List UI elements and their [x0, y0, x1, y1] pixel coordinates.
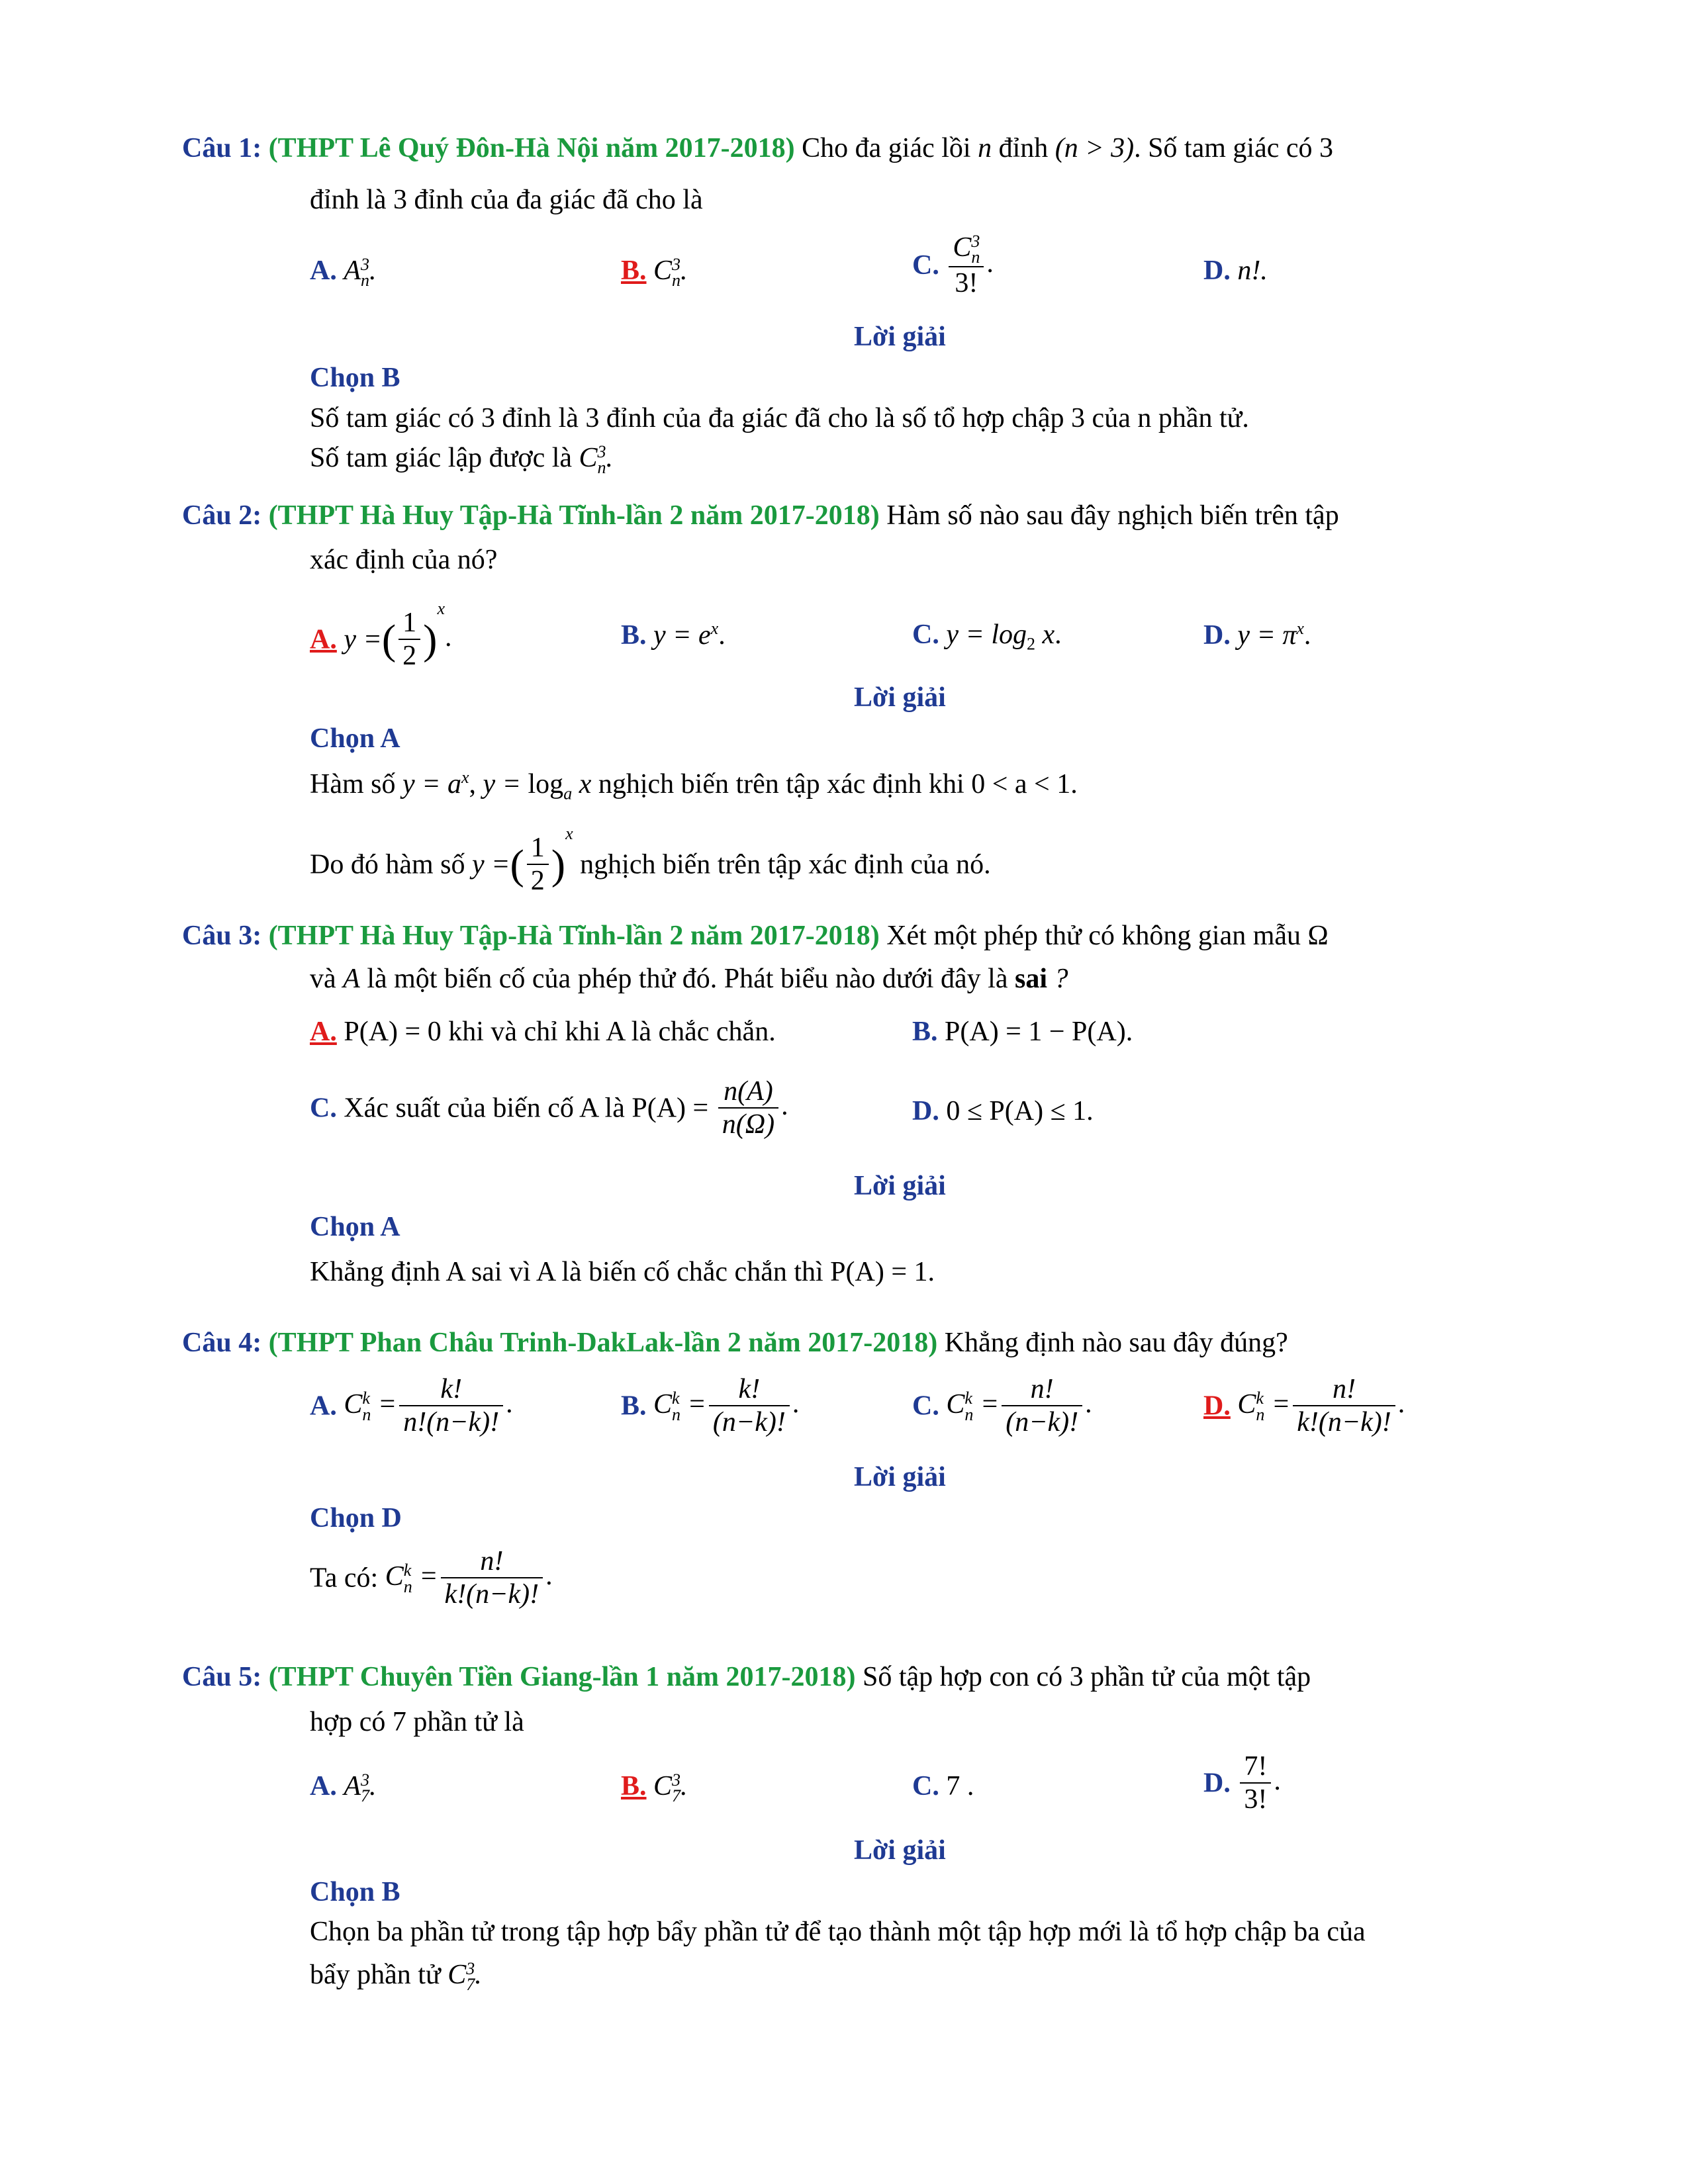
q3-option-d[interactable] [912, 1095, 1094, 1127]
q4-label: Câu 4: [182, 1328, 262, 1358]
q2-opt-d-text: y = π [1237, 620, 1297, 651]
q2-opt-d-label: D. [1203, 620, 1231, 651]
q4-option-c[interactable]: C. C k n = $\frac{n!}{(n-k)!}$ . [912, 1374, 1092, 1438]
q2-header [182, 500, 1339, 531]
q2-line2: xác định của nó? [310, 545, 498, 575]
q2-sol1: Hàm số $y = a^x$, $y = \log_a x$ nghịch biến trên tập xác định khi 0 < a < 1. [310, 768, 1078, 803]
q3-option-b[interactable] [912, 1016, 1133, 1048]
q4-option-b[interactable]: B. C k n = $\frac{k!}{(n-k)!}$ . [621, 1374, 800, 1438]
q1-option-a[interactable] [310, 255, 377, 289]
q2-opt-a-label: A. [310, 624, 337, 655]
q2-opt-b-text: y = e [653, 620, 711, 651]
q4-text1: Khẳng định nào sau đây đúng? [937, 1328, 1288, 1358]
q3-option-a[interactable] [310, 1016, 776, 1048]
q3-opt-b-label: B. [912, 1017, 938, 1047]
q2-option-a[interactable]: A. y =( $\frac{1}{2}$ )$^x$. [310, 599, 452, 672]
q1-header [182, 132, 1333, 164]
q5-header [182, 1661, 1311, 1693]
q4-option-d[interactable]: D. C k n = $\frac{n!}{k!(n-k)!}$ . [1203, 1374, 1405, 1438]
q2-opt-c-label: C. [912, 619, 939, 650]
q2-sol2-b: nghịch biến trên tập xác định của nó. [573, 849, 991, 880]
q1-opt-a-label: A. [310, 255, 337, 286]
q2-option-d[interactable]: D. $y = \pi^x$. [1203, 619, 1311, 651]
q3-text1: Xét một phép thử có không gian mẫu Ω [879, 921, 1329, 951]
q3-opt-b-text: P(A) = 1 − P(A). [937, 1017, 1133, 1047]
q1-opt-d-text: n!. [1237, 255, 1268, 286]
q2-source: (THPT Hà Huy Tập-Hà Tĩnh-lần 2 năm 2017-2018) [268, 500, 880, 531]
q2-sol1-b: nghịch biến trên tập xác định khi 0 < a < 1. [591, 769, 1078, 799]
q4-opt-a-label: A. [310, 1390, 337, 1422]
q1-option-b[interactable] [621, 255, 688, 289]
q2-loi-giai: Lời giải [854, 682, 946, 713]
q1-text3: . Số tam giác có 3 [1134, 133, 1334, 163]
q4-opt-b-label: B. [621, 1390, 647, 1422]
q2-sol1-a: Hàm số [310, 769, 402, 799]
q5-opt-d-label: D. [1203, 1768, 1231, 1799]
q2-sol2: Do đó hàm số y =( $\frac{1}{2}$ )$^x$ nghịch biến trên tập xác định của nó. [310, 824, 991, 897]
q3-opt-d-label: D. [912, 1096, 939, 1126]
q3-opt-c-text: Xác suất của biến cố A là P(A) = [336, 1093, 709, 1124]
q4-opt-c-label: C. [912, 1390, 939, 1422]
q1-loi-giai: Lời giải [854, 322, 946, 352]
q1-sol1: Số tam giác có 3 đỉnh là 3 đỉnh của đa giác đã cho là số tổ hợp chập 3 của n phần tử. [310, 403, 1249, 433]
q1-sol2-text: Số tam giác lập được là [310, 443, 573, 473]
q5-option-b[interactable]: B. C 3 7 . [621, 1770, 688, 1806]
q2-option-b[interactable]: B. $y = e^x$. [621, 619, 726, 651]
q1-cond: (n > 3) [1055, 133, 1135, 163]
q4-loi-giai: Lời giải [854, 1462, 946, 1492]
q5-sol1: Chọn ba phần tử trong tập hợp bẩy phần tử để tạo thành một tập hợp mới là tổ hợp chập ba của [310, 1917, 1366, 1947]
q5-option-a[interactable]: A. A 3 7 . [310, 1770, 377, 1806]
q3-label: Câu 3: [182, 921, 262, 951]
q1-option-d[interactable] [1203, 255, 1268, 287]
q3-option-c[interactable]: C. Xác suất của biến cố A là P(A) = $\frac{n(A)}{n(\Omega)}$ . [310, 1076, 788, 1140]
q1-n: n [978, 133, 992, 163]
q2-opt-c-text: y = log [946, 619, 1027, 650]
q2-opt-a-math: y = [344, 624, 382, 655]
q5-sol2: bẩy phần tử C 3 7 . [310, 1958, 482, 1995]
q1-source: (THPT Lê Quý Đôn-Hà Nội năm 2017-2018) [268, 133, 795, 163]
q3-chon: Chọn A [310, 1212, 400, 1242]
q4-opt-d-label: D. [1203, 1390, 1231, 1422]
q3-line2: và A là một biến cố của phép thử đó. Phát biểu nào dưới đây là sai ? [310, 964, 1068, 994]
q5-option-c[interactable] [912, 1770, 974, 1802]
q3-opt-a-label: A. [310, 1017, 337, 1047]
q3-source: (THPT Hà Huy Tập-Hà Tĩnh-lần 2 năm 2017-2018) [268, 921, 880, 951]
q1-sol2 [310, 442, 613, 477]
q1-line2: đỉnh là 3 đỉnh của đa giác đã cho là [310, 185, 703, 215]
q2-opt-b-label: B. [621, 620, 647, 651]
q4-sol1: Ta có: C k n = $\frac{n!}{k!(n-k)!}$ . [310, 1546, 553, 1610]
q3-opt-c-frac: $\frac{n(A)}{n(\Omega)}$ [718, 1075, 778, 1141]
q3-header [182, 920, 1329, 952]
q2-chon: Chọn A [310, 723, 400, 754]
q4-header [182, 1327, 1288, 1359]
q1-text2: đỉnh [992, 133, 1055, 163]
q1-opt-c-fraction: C 3 n 3! [949, 232, 984, 299]
q1-sol2-math: C 3 n . [579, 441, 614, 478]
q3-opt-a-text: P(A) = 0 khi và chỉ khi A là chắc chắn. [336, 1017, 776, 1047]
q3-sol1: Khẳng định A sai vì A là biến cố chắc chắn thì P(A) = 1. [310, 1257, 935, 1287]
q4-chon: Chọn D [310, 1503, 402, 1533]
q2-option-c[interactable]: C. $y = \log_2 x$. [912, 619, 1062, 654]
q1-chon: Chọn B [310, 363, 400, 393]
q5-chon: Chọn B [310, 1877, 400, 1907]
q5-label: Câu 5: [182, 1662, 262, 1692]
q1-opt-c-label: C. [912, 250, 939, 281]
q5-source: (THPT Chuyên Tiền Giang-lần 1 năm 2017-2018) [268, 1662, 856, 1692]
q1-option-c[interactable]: C. C 3 n 3! . [912, 231, 994, 299]
q1-opt-a-math: A 3 n . [344, 254, 377, 291]
q5-opt-a-label: A. [310, 1771, 337, 1801]
q2-sol2-a: Do đó hàm số [310, 849, 472, 880]
q1-opt-b-math: C 3 n . [653, 254, 688, 291]
q5-opt-b-label: B. [621, 1771, 647, 1801]
q1-opt-b-label: B. [621, 255, 647, 286]
q5-opt-c-text: 7 . [946, 1771, 974, 1801]
q5-line2: hợp có 7 phần tử là [310, 1707, 524, 1737]
q2-label: Câu 2: [182, 500, 262, 531]
q1-opt-d-label: D. [1203, 255, 1231, 286]
q4-source: (THPT Phan Châu Trinh-DakLak-lần 2 năm 2017-2018) [268, 1328, 938, 1358]
q5-option-d[interactable]: D. $\frac{7!}{3!}$ . [1203, 1751, 1281, 1815]
q1-label: Câu 1: [182, 133, 262, 163]
q5-loi-giai: Lời giải [854, 1835, 946, 1866]
q4-option-a[interactable]: A. C k n = $\frac{k!}{n!(n-k)!}$ . [310, 1374, 513, 1438]
q1-text1: Cho đa giác lồi [794, 133, 978, 163]
q5-text1: Số tập hợp con có 3 phần tử của một tập [855, 1662, 1311, 1692]
q2-opt-a-frac: $\frac{1}{2}$ [399, 607, 420, 672]
q2-text1: Hàm số nào sau đây nghịch biến trên tập [879, 500, 1339, 531]
q3-loi-giai: Lời giải [854, 1171, 946, 1201]
q5-opt-c-label: C. [912, 1771, 939, 1801]
q3-opt-c-label: C. [310, 1093, 337, 1124]
q3-opt-d-text: 0 ≤ P(A) ≤ 1. [939, 1096, 1094, 1126]
